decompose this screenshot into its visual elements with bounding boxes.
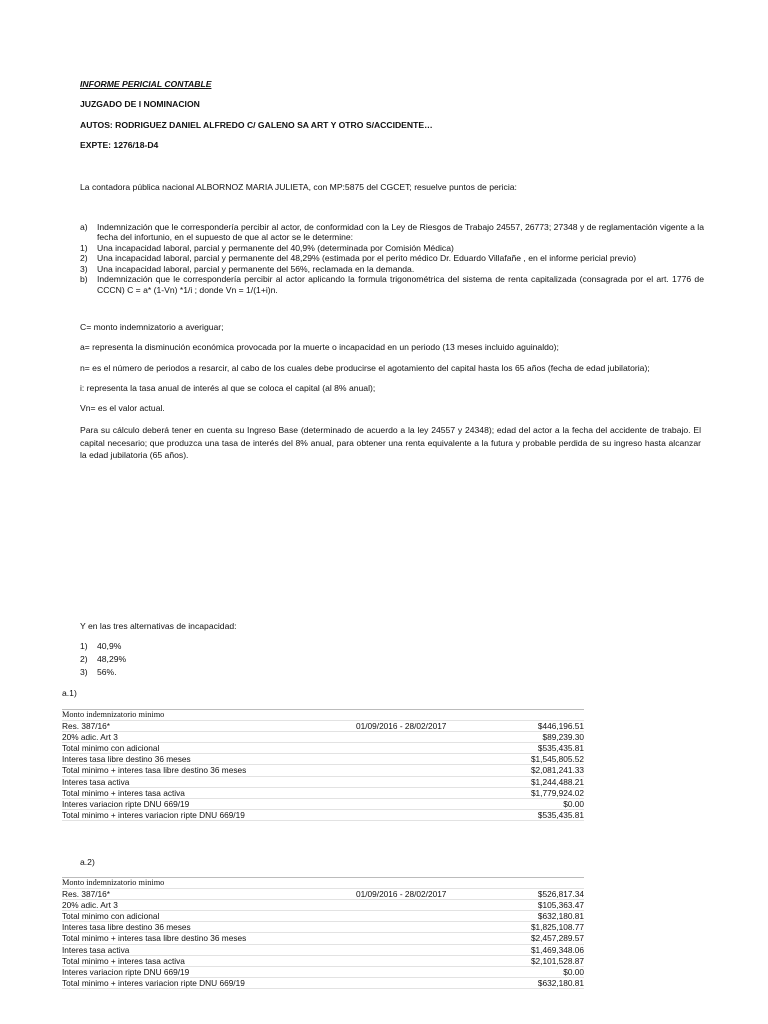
table-row: Total minimo con adicional $632,180.81: [62, 911, 584, 922]
table-row: Total minimo + interes tasa libre destino 36 meses $2,457,289.57: [62, 933, 584, 944]
definition-c: C= monto indemnizatorio a averiguar;: [80, 322, 224, 332]
case-caption: AUTOS: RODRIGUEZ DANIEL ALFREDO C/ GALENO SA ART Y OTRO S/ACCIDENTE…: [80, 120, 433, 130]
definition-i: i: representa la tasa anual de interés al que se coloca el capital (al 8% anual);: [80, 383, 376, 393]
alternatives-intro: Y en las tres alternativas de incapacidad:: [80, 621, 237, 631]
table-row: Res. 387/16* 01/09/2016 - 28/02/2017 $446,196.51: [62, 721, 584, 732]
table-row: Total minimo + interes tasa activa $1,779,924.02: [62, 787, 584, 798]
table-header-row: Monto indemnizatorio minimo: [62, 878, 584, 889]
file-number: EXPTE: 1276/18-D4: [80, 140, 159, 150]
table-label-a1: a.1): [62, 688, 77, 698]
table-row: Res. 387/16* 01/09/2016 - 28/02/2017 $526,817.34: [62, 889, 584, 900]
definition-vn: Vn= es el valor actual.: [80, 403, 165, 413]
list-item: 3) 56%.: [80, 667, 117, 677]
pericia-points: [80, 222, 704, 295]
table-row: Interes variacion ripte DNU 669/19 $0.00: [62, 966, 584, 977]
table-label-a2: a.2): [80, 857, 95, 867]
definition-n: n= es el número de periodos a resarcir, al cabo de los cuales debe producirse el agotamiento del capital hasta los 65 años (fecha de edad jubilatoria);: [80, 363, 650, 373]
indemnity-table-a1: [62, 709, 584, 821]
table-row: Interes tasa libre destino 36 meses $1,545,805.52: [62, 754, 584, 765]
list-item: 2) Una incapacidad laboral, parcial y permanente del 48,29% (estimada por el perito médico Dr. Eduardo Villafañe , en el informe pericial previo): [80, 253, 637, 264]
court-line: JUZGADO DE I NOMINACION: [80, 99, 200, 109]
list-item: b) Indemnización que le correspondería percibir al actor aplicando la formula trigonométrica del sistema de renta capitalizada (consagrada por el art. 1776 de CCCN) C = a* (1-Vn) *1/i ; donde Vn = 1/(1+i)n.: [80, 274, 704, 295]
alternatives-list: [80, 641, 126, 680]
list-item: a) Indemnización que le correspondería percibir al actor, de conformidad con la Ley de Riesgos de Trabajo 24557, 26773; 27348 y de reglamentación vigente a la fecha del infortunio, en el supuesto de que al actor se le determine:: [80, 222, 704, 243]
table-row: Total minimo + interes variacion ripte DNU 669/19 $535,435.81: [62, 809, 584, 820]
table-row: Interes tasa activa $1,469,348.06: [62, 944, 584, 955]
table-row: Total minimo con adicional $535,435.81: [62, 743, 584, 754]
table-row: Interes tasa libre destino 36 meses $1,825,108.77: [62, 922, 584, 933]
list-item: 2) 48,29%: [80, 654, 127, 664]
report-title: INFORME PERICIAL CONTABLE: [80, 79, 212, 89]
definition-a: a= representa la disminución económica provocada por la muerte o incapacidad en un periodo (13 meses incluido aguinaldo);: [80, 342, 559, 352]
table-row: Total minimo + interes tasa activa $2,101,528.87: [62, 955, 584, 966]
table-row: 20% adic. Art 3 $89,239.30: [62, 732, 584, 743]
intro-paragraph: La contadora pública nacional ALBORNOZ MARIA JULIETA, con MP:5875 del CGCET; resuelve puntos de pericia:: [80, 182, 517, 192]
table-row: 20% adic. Art 3 $105,363.47: [62, 900, 584, 911]
table-row: Interes variacion ripte DNU 669/19 $0.00: [62, 798, 584, 809]
list-item: 1) 40,9%: [80, 641, 122, 651]
table-header-row: Monto indemnizatorio minimo: [62, 710, 584, 721]
indemnity-table-a2: [62, 877, 584, 989]
table-row: Total minimo + interes tasa libre destino 36 meses $2,081,241.33: [62, 765, 584, 776]
list-item: 3) Una incapacidad laboral, parcial y permanente del 56%, reclamada en la demanda.: [80, 263, 415, 274]
list-item: 1) Una incapacidad laboral, parcial y permanente del 40,9% (determinada por Comisión Médica): [80, 242, 454, 253]
calculation-paragraph: Para su cálculo deberá tener en cuenta su Ingreso Base (determinado de acuerdo a la ley 24557 y 24348); edad del actor a la fecha del accidente de trabajo. El capital necesario; que produzca una tasa de interés del 8% anual, para obtener una renta equivalente a la futura y probable perdida de su ingreso hasta alcanzar la edad jubilatoria (65 años).: [80, 425, 701, 461]
table-row: Interes tasa activa $1,244,488.21: [62, 776, 584, 787]
table-row: Total minimo + interes variacion ripte DNU 669/19 $632,180.81: [62, 977, 584, 988]
